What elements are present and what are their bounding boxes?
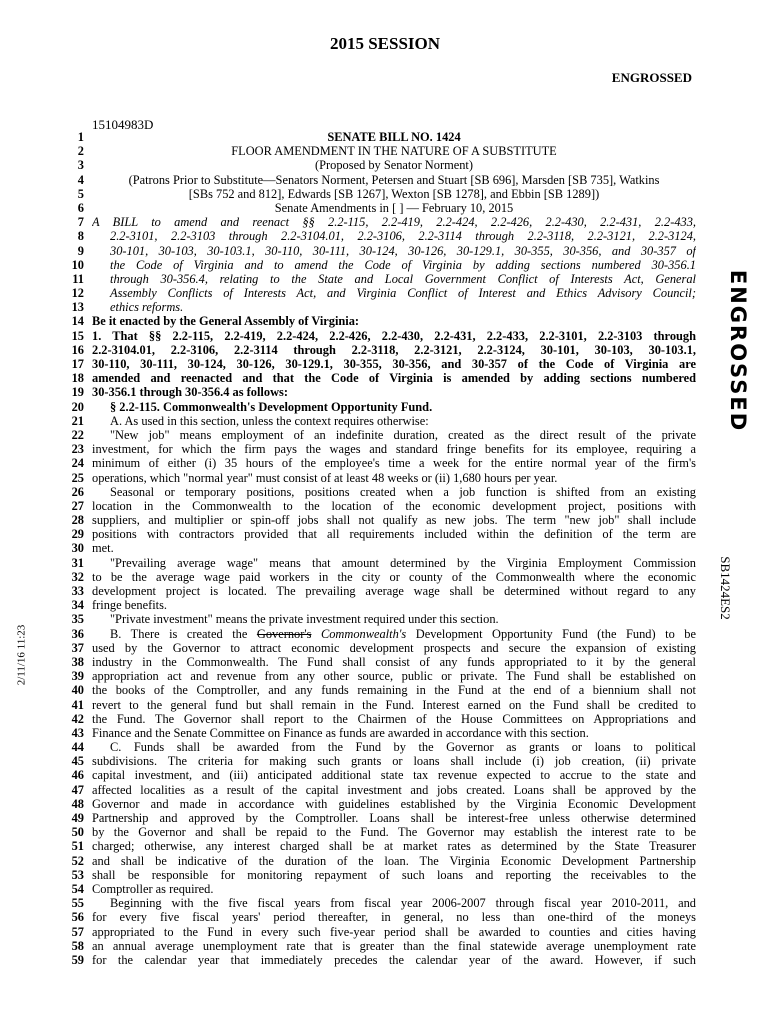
bill-line [60,683,696,697]
bill-line [60,811,696,825]
bill-line [60,456,696,470]
line-text: appropriation act and revenue from any other source, public or private. The Fund shall be established on [92,669,696,684]
bill-line [60,584,696,598]
line-number: 55 [71,896,84,911]
line-number: 45 [71,754,84,769]
line-text: the books of the Comptroller, and any funds remaining in the Fund at the end of a biennium shall not [92,683,696,698]
line-text: A BILL to amend and reenact §§ 2.2-115, 2.2-419, 2.2-424, 2.2-426, 2.2-430, 2.2-431, 2.2-433, [92,215,696,230]
line-number: 52 [71,853,84,868]
bill-line [60,669,696,683]
line-text-part: B. There is created the [110,626,257,641]
line-text: to be the average wage paid workers in the city or county of the Commonwealth where the economic [92,569,696,584]
bill-line [60,598,696,612]
struck-text: Governor's [256,626,312,641]
bill-line [60,556,696,570]
line-text: ethics reforms. [110,300,184,315]
bill-line [60,797,696,811]
line-text: Senate Amendments in [ ] — February 10, 2015 [274,200,514,215]
line-text: development project is located. The prevailing average wage shall be determined without regard to any [92,584,696,598]
bill-line [60,768,696,782]
line-text: 30-101, 30-103, 30-103.1, 30-110, 30-111, 30-124, 30-126, 30-129.1, 30-355, 30-356, and 30-357 of [110,243,696,258]
line-number: 3 [77,158,84,173]
bill-line [60,627,696,641]
line-text: Partnership and approved by the Comptroller. Loans shall be interest-free unless otherwise determined [92,811,696,825]
line-text: Be it enacted by the General Assembly of Virginia: [92,314,360,329]
line-text: (Patrons Prior to Substitute—Senators Norment, Petersen and Stuart [SB 696], Marsden [SB 735], Watkins [128,172,660,187]
line-number: 53 [71,867,84,882]
inserted-text: Commonwealth's [311,626,407,641]
line-text: "Private investment" means the private investment required under this section. [110,612,499,627]
bill-line [60,612,696,626]
line-text: A. As used in this section, unless the context requires otherwise: [110,413,429,428]
line-number: 25 [71,470,84,485]
engrossed-stamp [722,246,754,456]
line-text-part: Development Opportunity Fund (the Fund) to be [406,626,696,641]
line-number: 43 [71,725,84,740]
bill-line [60,953,696,967]
line-number: 5 [77,186,84,201]
bill-line [60,400,696,414]
line-number: 12 [71,286,84,301]
engrossed-stamp-text: ENGROSSED [726,269,751,433]
line-number: 28 [71,513,84,528]
line-text: for every five fiscal years' period thereafter, in general, no less than one-third of the moneys [92,910,696,925]
line-text: 30-356.1 through 30-356.4 as follows: [92,385,288,400]
line-number: 54 [71,881,84,896]
line-text: Finance and the Senate Committee on Finance as funds are awarded in accordance with this section. [92,725,589,740]
print-date-text: 2/11/16 11:23 [15,624,28,686]
line-text: "New job" means employment of an indefinite duration, created as the direct result of the private [110,427,696,442]
bill-line [60,442,696,456]
line-text: by the Governor and shall be repaid to the Fund. The Governor may establish the interest rate to be [92,825,696,840]
line-text: investment, for which the firm pays the wages and standard fringe benefits for its employee, requiring a [92,442,696,457]
bill-line [60,896,696,910]
line-number: 44 [71,740,84,755]
line-number: 56 [71,910,84,925]
bill-line [60,868,696,882]
line-text: shall be responsible for monitoring repayment of such loans and reporting the receivables to the [92,867,696,882]
line-number: 41 [71,697,84,712]
bill-code-text: SB1424ES2 [718,556,734,620]
line-number: 58 [71,938,84,953]
bill-line [60,187,696,201]
line-text: subdivisions. The criteria for making such grants or loans shall include (i) job creation, (ii) private [92,754,696,769]
bill-text-body [60,130,696,967]
line-text: appropriated to the Fund in every such five-year period shall be awarded to counties and cities having [92,924,696,939]
bill-code-margin [712,540,738,636]
bill-line [60,641,696,655]
line-text: the Fund. The Governor shall report to the Chairmen of the House Committees on Appropriations and [92,711,696,726]
line-number: 50 [71,825,84,840]
line-number: 19 [71,385,84,400]
line-text: charged; otherwise, any interest charged shall be at market rates as determined by the State Treasurer [92,839,696,854]
line-text: (Proposed by Senator Norment) [315,158,473,173]
bill-line [60,783,696,797]
bill-line [60,357,696,371]
line-text: "Prevailing average wage" means that amount determined by the Virginia Employment Commission [110,555,696,570]
bill-line [60,314,696,328]
engrossed-label: ENGROSSED [611,70,692,85]
line-number: 30 [71,541,84,556]
line-number: 38 [71,654,84,669]
line-text: and shall be indicative of the duration of the loan. The Virginia Economic Development Partnership [92,853,696,868]
bill-line [60,882,696,896]
line-number: 49 [71,811,84,825]
line-text: operations, which "normal year" must consist of at least 48 weeks or (ii) 1,680 hours per year. [92,470,558,485]
bill-line [60,244,696,258]
line-text: affected localities as a result of the capital investment and jobs created. Loans shall be approved by the [92,782,696,797]
bill-line [60,130,696,144]
line-number: 8 [77,229,84,244]
line-number: 48 [71,796,84,811]
line-number: 2 [77,144,84,159]
line-text: 2.2-3101, 2.2-3103 through 2.2-3104.01, 2.2-3106, 2.2-3114 through 2.2-3118, 2.2-3121, 2.2-3124, [110,229,696,244]
line-text: Governor and made in accordance with guidelines established by the Virginia Economic Development [92,796,696,811]
line-number: 37 [71,640,84,655]
line-number: 59 [71,952,84,967]
line-text: Comptroller as required. [92,881,214,896]
line-text: positions with contractors provided that all requirements included within the definition of the term are [92,527,696,542]
bill-line [60,839,696,853]
bill-line [60,541,696,555]
line-text: 30-110, 30-111, 30-124, 30-126, 30-129.1, 30-355, 30-356, and 30-357 of the Code of Virginia are [92,357,696,371]
line-number: 57 [71,924,84,939]
line-text: for the calendar year that immediately precedes the calendar year of the award. However, if such [92,952,696,967]
bill-line [60,527,696,541]
line-text: § 2.2-115. Commonwealth's Development Opportunity Fund. [110,399,433,414]
line-number: 13 [71,300,84,315]
line-number: 27 [71,498,84,513]
line-number: 40 [71,683,84,698]
line-number: 29 [71,527,84,542]
line-number: 39 [71,669,84,684]
line-text: minimum of either (i) 35 hours of the employee's time a week for the entire normal year of the firm's [92,456,696,471]
bill-line [60,485,696,499]
session-heading: 2015 SESSION [329,34,441,53]
line-number: 33 [71,584,84,598]
line-text [92,627,696,641]
line-text: Assembly Conflicts of Interests Act, and Virginia Conflict of Interest and Ethics Advisory Council; [110,286,696,301]
bill-line [60,215,696,229]
print-date-margin [12,620,30,690]
bill-line [60,229,696,243]
bill-line [60,201,696,215]
line-number: 47 [71,782,84,797]
line-text: C. Funds shall be awarded from the Fund by the Governor as grants or loans to political [110,740,696,755]
line-number: 16 [71,342,84,357]
bill-line [60,158,696,172]
line-text: met. [92,541,114,556]
line-text: industry in the Commonwealth. The Fund shall consist of any funds appropriated to it by the general [92,654,696,669]
line-number: 21 [71,413,84,428]
line-number: 11 [72,271,84,286]
bill-line [60,286,696,300]
line-number: 32 [71,569,84,584]
line-number: 9 [77,243,84,258]
line-number: 20 [71,399,84,414]
line-number: 31 [71,555,84,570]
line-number: 34 [71,598,84,613]
line-number: 23 [71,442,84,457]
line-text: 1. That §§ 2.2-115, 2.2-419, 2.2-424, 2.2-426, 2.2-430, 2.2-431, 2.2-433, 2.2-3101, 2.2-3103 through [92,328,696,343]
bill-line [60,258,696,272]
line-number: 14 [71,314,84,329]
bill-line [60,726,696,740]
line-text: 2.2-3104.01, 2.2-3106, 2.2-3114 through 2.2-3118, 2.2-3121, 2.2-3124, 30-101, 30-103, 30-103.1, [92,342,696,357]
line-number: 6 [77,200,84,215]
line-number: 51 [71,839,84,854]
line-number: 17 [71,357,84,371]
bill-line [60,471,696,485]
line-number: 7 [77,215,84,230]
line-number: 1 [77,130,84,144]
bill-line [60,300,696,314]
bill-line [60,754,696,768]
line-text: Seasonal or temporary positions, positions created when a job function is shifted from an existing [110,484,696,499]
bill-line [60,144,696,158]
bill-line [60,499,696,513]
line-text: fringe benefits. [92,598,168,613]
line-number: 36 [71,626,84,641]
line-text: Beginning with the five fiscal years from fiscal year 2006-2007 through fiscal year 2010-2011, and [110,896,696,911]
bill-line [60,655,696,669]
bill-line [60,854,696,868]
line-text: location in the Commonwealth to the location of the economic development project, positions with [92,498,696,513]
line-text: used by the Governor to attract economic development prospects and secure the expansion of existing [92,640,696,655]
line-number: 26 [71,484,84,499]
bill-line [60,173,696,187]
bill-line [60,272,696,286]
document-id: 15104983D [92,117,154,132]
line-text: capital investment, and (iii) anticipated additional state tax revenue expected to accrue to the state and [92,768,696,783]
line-number: 15 [71,328,84,343]
bill-line [60,428,696,442]
bill-line [60,513,696,527]
line-text: an annual average unemployment rate that is greater than the final statewide average unemployment rate [92,938,696,953]
line-number: 18 [71,371,84,386]
line-text: amended and reenacted and that the Code of Virginia is amended by adding sections numbered [92,371,696,386]
bill-line [60,414,696,428]
line-text: revert to the general fund but shall remain in the Fund. Interest earned on the Fund shall be credited to [92,697,696,712]
bill-line [60,740,696,754]
bill-line [60,712,696,726]
bill-line [60,698,696,712]
bill-line [60,925,696,939]
bill-line [60,371,696,385]
line-number: 4 [77,172,84,187]
bill-line [60,910,696,924]
line-number: 46 [71,768,84,783]
bill-line [60,825,696,839]
line-number: 35 [71,612,84,627]
bill-line [60,939,696,953]
line-number: 22 [71,427,84,442]
line-text: FLOOR AMENDMENT IN THE NATURE OF A SUBSTITUTE [231,144,557,159]
bill-line [60,343,696,357]
line-text: the Code of Virginia and to amend the Code of Virginia by adding sections numbered 30-356.1 [110,257,696,272]
line-text: through 30-356.4, relating to the State and Local Government Conflict of Interests Act, General [110,271,696,286]
bill-line [60,570,696,584]
line-text: SENATE BILL NO. 1424 [327,130,461,144]
line-number: 42 [71,711,84,726]
bill-line [60,385,696,399]
bill-line [60,329,696,343]
line-number: 10 [71,257,84,272]
line-text: [SBs 752 and 812], Edwards [SB 1267], Wexton [SB 1278], and Ebbin [SB 1289]) [188,186,600,201]
line-number: 24 [71,456,84,471]
line-text: suppliers, and multiplier or spin-off jobs shall not qualify as new jobs. The term "new job" shall include [92,513,696,528]
